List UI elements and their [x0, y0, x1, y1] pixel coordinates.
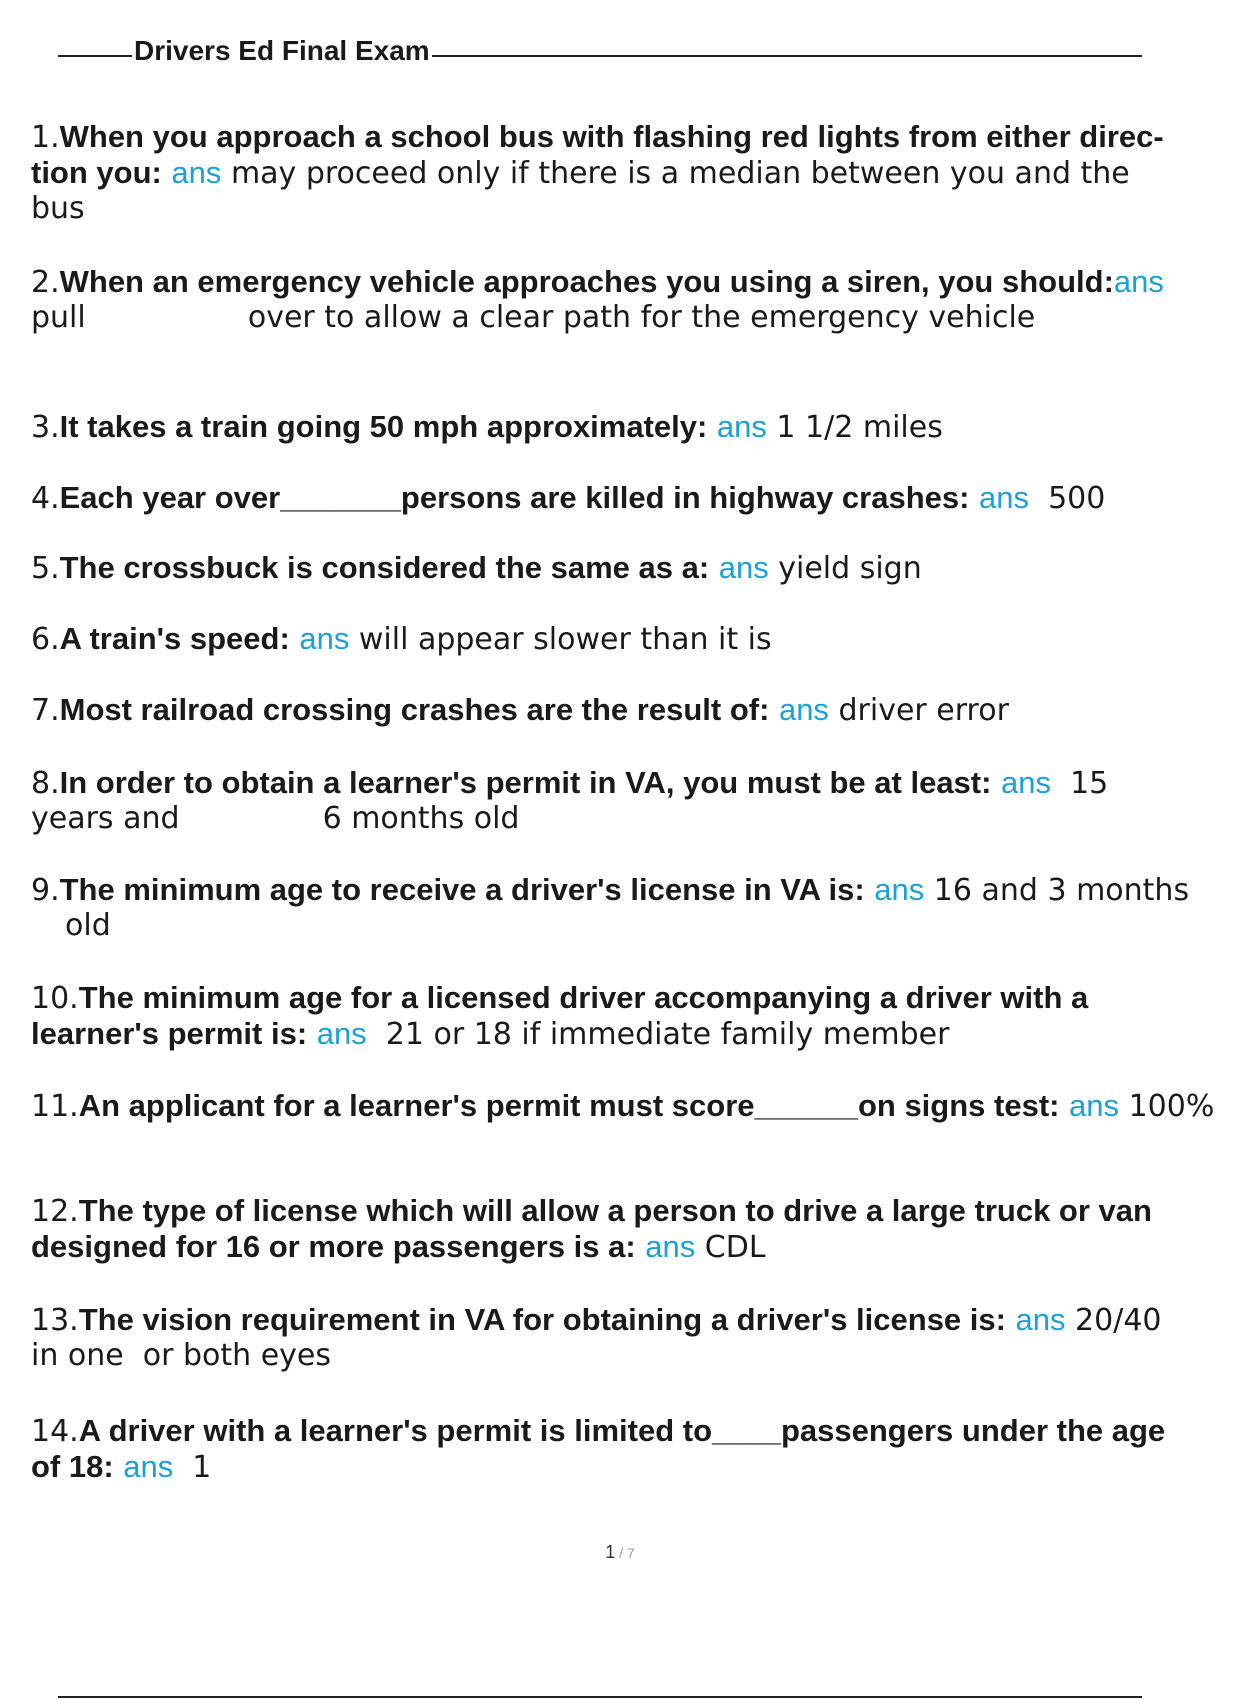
answer-label: ans — [1113, 264, 1164, 299]
answer-text: 100% — [1128, 1089, 1215, 1124]
question-12 — [31, 1193, 1171, 1265]
answer-text: driver error — [838, 693, 1009, 728]
question-text: A train's speed: — [59, 621, 290, 656]
question-text: A driver with a learner's permit is limited to____passengers under the age of 18: — [31, 1413, 1166, 1484]
total-pages: / 7 — [615, 1545, 635, 1561]
question-number: 1. — [31, 120, 60, 155]
question-number: 2. — [31, 265, 60, 300]
answer-text: 1 1/2 miles — [776, 410, 943, 445]
question-text: Most railroad crossing crashes are the result of: — [59, 692, 770, 727]
answer-text: 21 or 18 if immediate family member — [376, 1017, 950, 1052]
question-3 — [31, 409, 1171, 445]
question-10 — [31, 980, 1171, 1052]
question-4 — [31, 480, 1171, 516]
question-number: 9. — [31, 873, 60, 908]
question-number: 5. — [31, 551, 60, 586]
question-6 — [31, 621, 1171, 657]
answer-text: pull over to allow a clear path for the emergency vehicle — [31, 300, 1036, 335]
question-number: 11. — [31, 1089, 79, 1124]
answer-text: 15 years and 6 months old — [31, 766, 1118, 836]
question-8 — [31, 765, 1171, 836]
question-2 — [31, 264, 1171, 335]
question-number: 3. — [31, 410, 60, 445]
footer-rule — [58, 1696, 1142, 1698]
answer-label: ans — [645, 1229, 696, 1264]
question-number: 8. — [31, 766, 60, 801]
question-text: Each year over_______persons are killed in highway crashes: — [59, 480, 970, 515]
question-11 — [31, 1088, 1223, 1124]
answer-label: ans — [1069, 1088, 1120, 1123]
answer-text: may proceed only if there is a median between you and the bus — [31, 156, 1130, 226]
question-5 — [31, 550, 1171, 586]
answer-label: ans — [979, 480, 1029, 515]
answer-label: ans — [718, 550, 769, 585]
question-9 — [31, 872, 1205, 943]
question-text: In order to obtain a learner's permit in VA, you must be at least: — [59, 765, 992, 800]
question-13 — [31, 1302, 1171, 1373]
answer-text: yield sign — [778, 551, 922, 586]
answer-label: ans — [874, 872, 925, 907]
answer-label: ans — [316, 1016, 367, 1051]
question-text: The type of license which will allow a person to drive a large truck or van designed for 16 or more passengers is a: — [31, 1193, 1152, 1264]
question-text: The minimum age to receive a driver's license in VA is: — [59, 872, 865, 907]
question-number: 6. — [31, 622, 60, 657]
answer-label: ans — [123, 1449, 174, 1484]
answer-label: ans — [171, 155, 222, 190]
answer-label: ans — [1001, 765, 1051, 800]
question-text: An applicant for a learner's permit must score______on signs test: — [78, 1088, 1060, 1123]
page-indicator — [0, 1542, 1240, 1563]
answer-text: 500 — [1038, 481, 1106, 516]
answer-text: will appear slower than it is — [358, 622, 772, 657]
answer-label: ans — [1015, 1302, 1066, 1337]
answer-label: ans — [716, 409, 767, 444]
document-title: Drivers Ed Final Exam — [134, 35, 430, 66]
question-text: It takes a train going 50 mph approximately: — [59, 409, 708, 444]
question-1 — [31, 119, 1171, 226]
question-text: The vision requirement in VA for obtaining a driver's license is: — [78, 1302, 1006, 1337]
current-page: 1 — [605, 1542, 616, 1562]
question-number: 13. — [31, 1303, 79, 1338]
question-number: 7. — [31, 693, 60, 728]
question-text: The minimum age for a licensed driver accompanying a driver with a learner's permit is: — [31, 980, 1089, 1051]
question-number: 4. — [31, 481, 60, 516]
question-number: 10. — [31, 981, 79, 1016]
question-number: 12. — [31, 1194, 79, 1229]
answer-text: CDL — [704, 1230, 766, 1265]
question-number: 14. — [31, 1414, 79, 1449]
answer-text: 20/40 in one or both eyes — [31, 1303, 1172, 1373]
answer-label: ans — [778, 692, 829, 727]
answer-label: ans — [299, 621, 350, 656]
question-text: When you approach a school bus with flashing red lights from either direc- tion you: — [31, 119, 1164, 190]
answer-text: 1 — [182, 1450, 212, 1485]
question-text: The crossbuck is considered the same as a: — [59, 550, 710, 585]
question-14 — [31, 1413, 1171, 1485]
question-text: When an emergency vehicle approaches you using a siren, you should: — [59, 264, 1114, 299]
question-7 — [31, 692, 1171, 728]
answer-text: 16 and 3 months old — [65, 873, 1190, 943]
